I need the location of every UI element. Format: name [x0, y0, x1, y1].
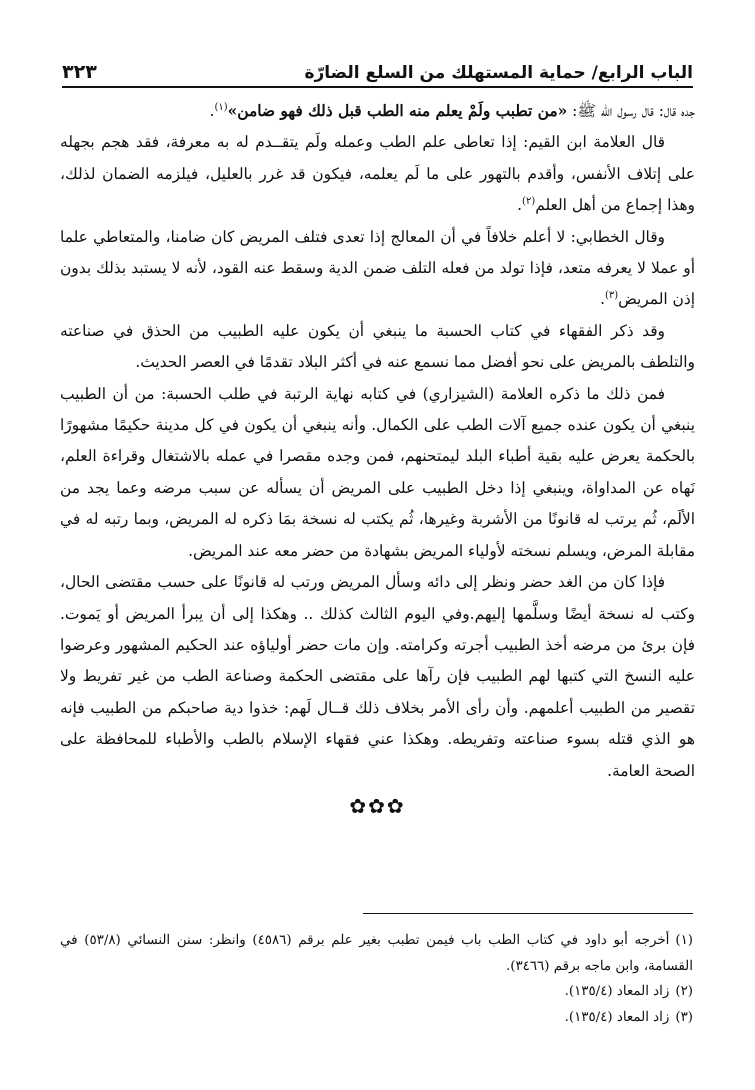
- paragraph-hadith: [60, 96, 695, 127]
- footnote-ref: (١): [214, 101, 228, 113]
- running-header: [62, 52, 693, 88]
- footnote-text: أخرجه أبو داود في كتاب الطب باب فيمن تطبب بغير علم برقم (٤٥٨٦) وانظر: سنن النسائي (٥٣/٨) في القسامة، وابن ماجه برقم (٣٤٦٦).: [60, 933, 693, 974]
- paragraph-end: .: [600, 290, 605, 309]
- footnote-divider: [363, 913, 693, 914]
- main-text: [60, 96, 695, 822]
- paragraph-hisba: [60, 316, 695, 379]
- footnote-2: [60, 979, 693, 1005]
- footnote-number: (٣): [675, 1009, 693, 1025]
- footnote-number: (١): [675, 933, 693, 948]
- paragraph-end: .: [517, 196, 523, 215]
- footnote-ref: (٣): [604, 290, 619, 302]
- paragraph-khattabi: [60, 222, 695, 316]
- footnote-text: زاد المعاد (١٣٥/٤).: [564, 1009, 670, 1025]
- paragraph-text: فمن ذلك ما ذكره العلامة (الشيزاري) في كتابه نهاية الرتبة في طلب الحسبة: من أن الطبيب ينبغي أن يكون عنده جميع آلات الطب على الكمال. وأنه ينبغي أن يكون في كل مدينة حكيمًا مشهورًا بالحكمة يعرض عليه بقية أطباء البلد ليمتحنهم، فمن وجده مقصرا في عمله بالاشتغال وقراءة العلم، نَهاه عن المداواة، وينبغي إذا دخل الطبيب على المريض أن يسأله عن سبب مرضه وعما يجد من الألَم، ثُم يرتب له قانونًا من الأشربة وغيرها، ثُم يكتب له نسخة بمَا ذكره له المريض، وبما رتبه له في مقابلة المرض، ويسلم نسخته لأولياء المريض بشهادة من حضر معه عند المريض.: [60, 384, 695, 560]
- paragraph-ibn-qayyim: [60, 127, 695, 221]
- footnote-ref: (٢): [522, 196, 536, 208]
- hadith-quote: «من تطبب ولَمْ يعلم منه الطب قبل ذلك فهو ضامن»: [227, 102, 568, 120]
- paragraph-text: جده قال: قال رسول الله ﷺ:: [567, 102, 695, 120]
- paragraph-next-day: [60, 567, 695, 787]
- page-number: ٣٢٣: [62, 61, 97, 83]
- chapter-title: الباب الرابع/ حماية المستهلك من السلع الضارّة: [304, 63, 693, 83]
- paragraph-text: قال العلامة ابن القيم: إذا تعاطى علم الطب وعمله ولَم يتقــدم له به معرفة، فقد هجم بجهله على إتلاف الأنفس، وأقدم بالتهور على ما لَم يعلمه، فيكون قد غرر بالعليل، فيلزمه الضمان لذلك، وهذا إجماع من أهل العلم: [60, 133, 695, 215]
- paragraph-text: فإذا كان من الغد حضر ونظر إلى دائه وسأل المريض ورتب له قانونًا على حسب مقتضى الحال، وكتب له نسخة أيضًا وسلَّمها إليهم.وفي اليوم الثالث كذلك .. وهكذا إلى أن يبرأ المريض أو يَموت. فإن برئ من مرضه أخذ الطبيب أجرته وكرامته. وإن مات حضر أولياؤه عند الحكيم المشهور وعرضوا عليه النسخ التي كتبها لهم الطبيب فإن رآها على مقتضى الحكمة وصناعة الطب من غير تفريط ولا تقصير من الطبيب أعلمهم. وأن رأى الأمر بخلاف ذلك قــال لَهم: خذوا دية صاحبكم من الطبيب فإنه هو الذي قتله بسوء صناعته وتفريطه. وهكذا عني فقهاء الإسلام بالطب والأطباء للمحافظة على الصحة العامة.: [60, 573, 695, 780]
- footnote-number: (٢): [675, 984, 693, 999]
- paragraph-text: وقال الخطابي: لا أعلم خلافاً في أن المعالج إذا تعدى فتلف المريض كان ضامنا، والمتعاطي علما أو عملا لا يعرفه متعد، فإذا تولد من فعله التلف ضمن الدية وسقط عنه القود، لأنه لا يستبد بذلك بدون إذن المريض: [60, 227, 695, 309]
- paragraph-text: وقد ذكر الفقهاء في كتاب الحسبة ما ينبغي أن يكون عليه الطبيب من الحذق في صناعته والتلطف بالمريض على نحو أفضل مما نسمع عنه في أكثر البلاد تقدمًا في العصر الحديث.: [60, 321, 695, 372]
- footnote-1: [60, 928, 693, 979]
- footnote-3: [60, 1005, 693, 1031]
- section-ornament: ✿✿✿: [349, 793, 406, 818]
- footnote-text: زاد المعاد (١٣٥/٤).: [564, 984, 670, 999]
- paragraph-end: .: [209, 102, 215, 120]
- paragraph-shayzari: [60, 379, 695, 567]
- footnotes: [60, 928, 693, 1030]
